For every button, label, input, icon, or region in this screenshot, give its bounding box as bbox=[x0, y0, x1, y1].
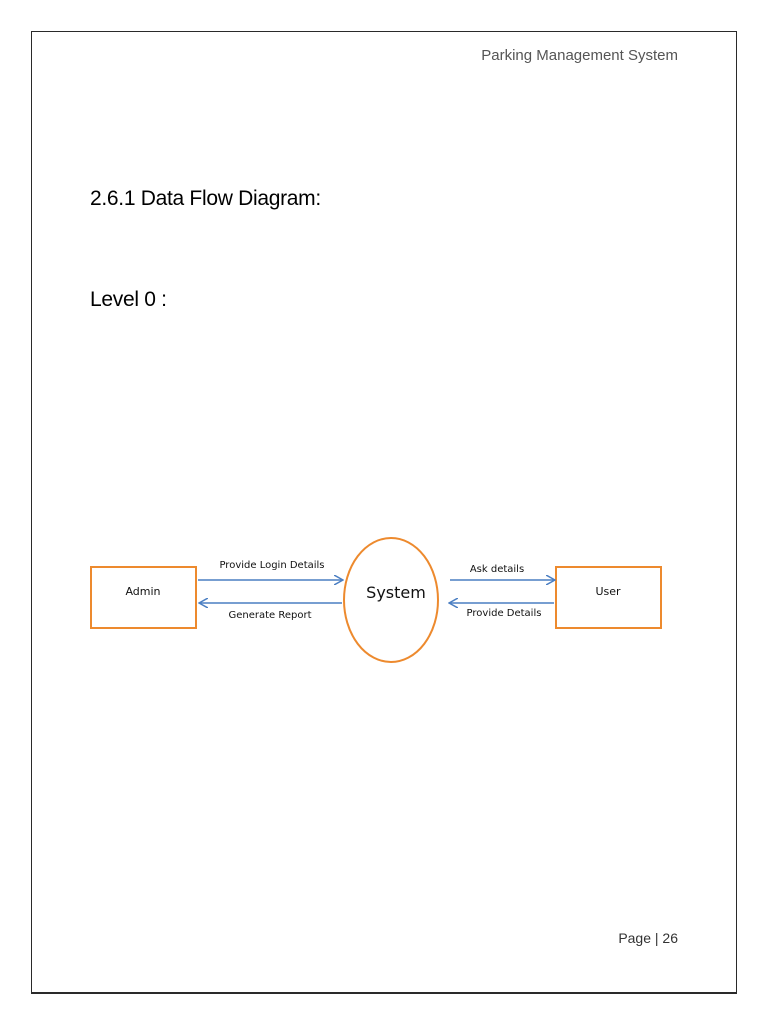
flow-label-ask-details: Ask details bbox=[469, 564, 525, 575]
system-process-label: System bbox=[366, 583, 426, 602]
page-number: Page | 26 bbox=[618, 930, 678, 946]
page-border bbox=[31, 31, 737, 993]
section-heading: 2.6.1 Data Flow Diagram: bbox=[90, 187, 321, 210]
data-flow-diagram bbox=[88, 530, 668, 670]
flow-label-generate-report: Generate Report bbox=[228, 610, 312, 621]
flow-label-provide-details: Provide Details bbox=[466, 608, 542, 619]
running-header: Parking Management System bbox=[481, 47, 678, 64]
level-heading: Level 0 : bbox=[90, 288, 167, 311]
user-entity-label: User bbox=[595, 585, 621, 598]
flow-label-provide-login-details: Provide Login Details bbox=[219, 560, 325, 571]
admin-entity-label: Admin bbox=[125, 585, 161, 598]
